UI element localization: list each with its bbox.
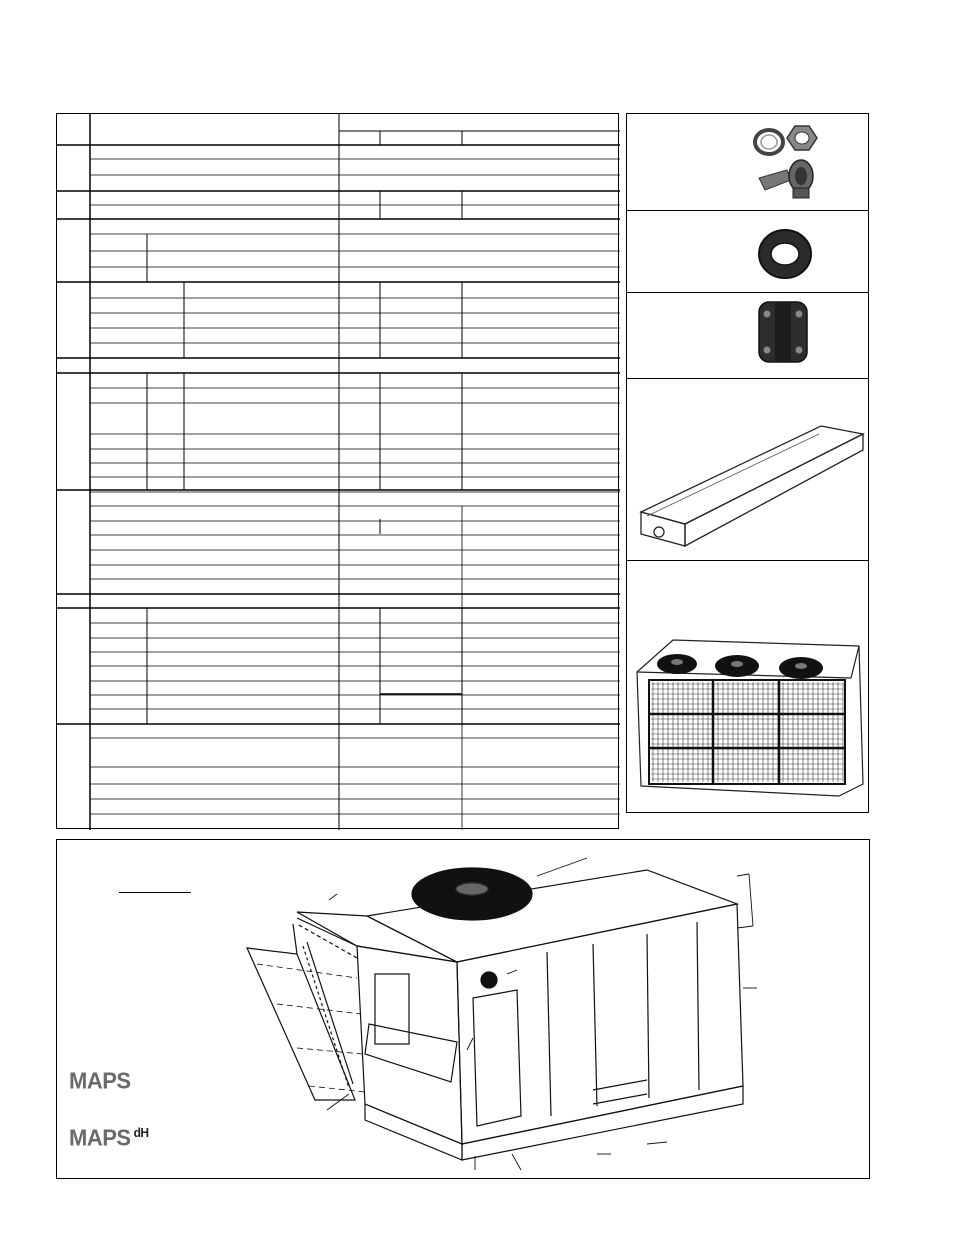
coil-guard-icon (633, 634, 867, 806)
fitting-kit-icon (747, 120, 827, 208)
maps-dh-logo: MAPS $^{dH}$ (69, 1124, 149, 1151)
accessory-divider (627, 210, 868, 211)
hinge-icon (755, 296, 811, 368)
spec-table-grid-icon (57, 114, 620, 830)
accessory-divider (627, 560, 868, 561)
unit-illustration-panel (56, 839, 870, 1179)
drain-pan-icon (631, 420, 865, 550)
accessory-panel (626, 113, 869, 813)
rooftop-unit-icon (237, 854, 869, 1176)
accessory-divider (627, 292, 868, 293)
grommet-icon (755, 224, 815, 284)
maps-logo: MAPS (69, 1067, 131, 1094)
accessory-divider (627, 378, 868, 379)
title-underline (119, 892, 191, 893)
spec-table (56, 113, 619, 829)
